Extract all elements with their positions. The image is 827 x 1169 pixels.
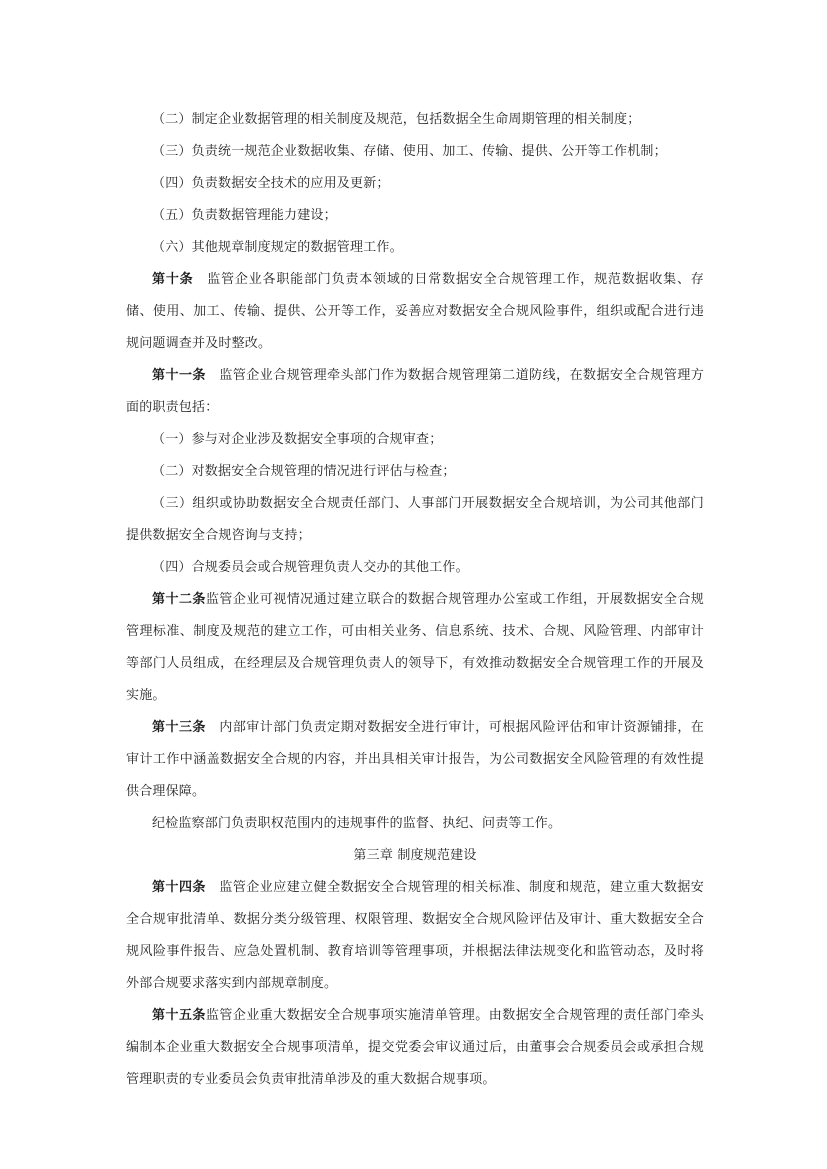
chapter-heading: 第三章 制度规范建设 <box>353 848 477 863</box>
list-item: （三）组织或协助数据安全合规责任部门、人事部门开展数据安全合规培训，为公司其他部门提供数据安全合规咨询与支持； <box>126 496 704 543</box>
list-item: （四）合规委员会或合规管理负责人交办的其他工作。 <box>152 560 469 575</box>
article-text: 监管企业可视情况通过建立联合的数据合规管理办公室或工作组，开展数据安全合规管理标准、制度及规范的建立工作，可由相关业务、信息系统、技术、合规、风险管理、内部审计等部门人员组成，在经理层及合规管理负责人的领导下，有效推动数据安全合规管理工作的开展及实施。 <box>126 592 704 703</box>
article-text: 内部审计部门负责定期对数据安全进行审计，可根据风险评估和审计资源铺排，在审计工作中涵盖数据安全合规的内容，并出具相关审计报告，为公司数据安全风险管理的有效性提供合理保障。 <box>126 720 704 799</box>
article-text: 监管企业应建立健全数据安全合规管理的相关标准、制度和规范，建立重大数据安全合规审批清单、数据分类分级管理、权限管理、数据安全合规风险评估及审计、重大数据安全合规风险事件报告、应急处置机制、教育培训等管理事项，并根据法律法规变化和监管动态，及时将外部合规要求落实到内部规章制度。 <box>126 880 704 991</box>
list-item: （六）其他规章制度规定的数据管理工作。 <box>152 240 403 255</box>
document-body <box>126 104 704 1096</box>
article-15 <box>126 1000 704 1096</box>
article-text: 监管企业合规管理牵头部门作为数据合规管理第二道防线，在数据安全合规管理方面的职责包括： <box>126 368 704 415</box>
article-text: 监管企业各职能部门负责本领域的日常数据安全合规管理工作，规范数据收集、存储、使用、加工、传输、提供、公开等工作，妥善应对数据安全合规风险事件，组织或配合进行违规问题调查并及时整改。 <box>126 272 704 351</box>
article-14 <box>126 872 704 1000</box>
list-item: （三）负责统一规范企业数据收集、存储、使用、加工、传输、提供、公开等工作机制； <box>152 144 667 159</box>
list-item: （一）参与对企业涉及数据安全事项的合规审查； <box>152 432 443 447</box>
article-label: 第十四条 <box>152 880 206 895</box>
article-10 <box>126 264 704 360</box>
article-label: 第十五条 <box>152 1008 206 1023</box>
article-11 <box>126 360 704 424</box>
list-item: （二）制定企业数据管理的相关制度及规范，包括数据全生命周期管理的相关制度； <box>152 112 641 127</box>
article-text: 监管企业重大数据安全合规事项实施清单管理。由数据安全合规管理的责任部门牵头编制本企业重大数据安全合规事项清单，提交党委会审议通过后，由董事会合规委员会或承担合规管理职责的专业委员会负责审批清单涉及的重大数据合规事项。 <box>126 1008 704 1087</box>
list-item: （五）负责数据管理能力建设； <box>152 208 337 223</box>
paragraph: 纪检监察部门负责职权范围内的违规事件的监督、执纪、问责等工作。 <box>152 816 562 831</box>
list-item: （二）对数据安全合规管理的情况进行评估与检查； <box>152 464 456 479</box>
article-label: 第十三条 <box>152 720 206 735</box>
list-item: （四）负责数据安全技术的应用及更新； <box>152 176 390 191</box>
article-12 <box>126 584 704 712</box>
article-13 <box>126 712 704 808</box>
article-label: 第十一条 <box>152 368 206 383</box>
article-label: 第十二条 <box>152 592 206 607</box>
article-label: 第十条 <box>152 272 194 287</box>
